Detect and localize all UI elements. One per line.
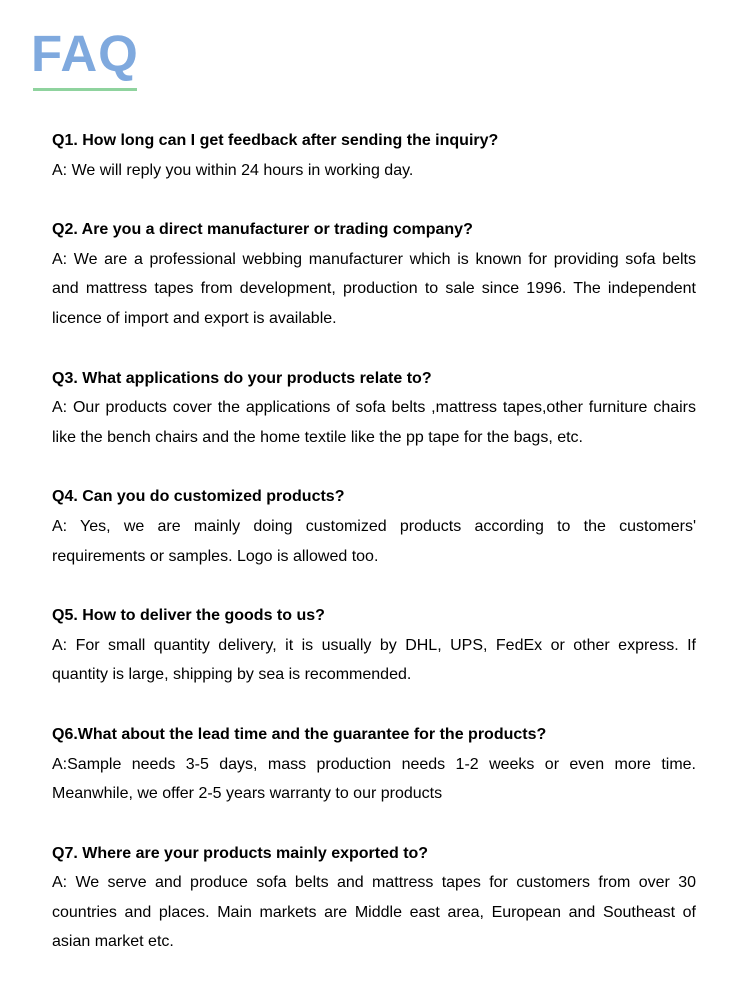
faq-item-4 — [52, 482, 696, 571]
page-title: FAQ — [31, 25, 139, 82]
faq-question-5: Q5. How to deliver the goods to us? — [52, 607, 325, 625]
faq-item-2 — [52, 215, 696, 333]
faq-question-1: Q1. How long can I get feedback after sending the inquiry? — [52, 132, 499, 149]
faq-question-4: Q4. Can you do customized products? — [52, 488, 345, 506]
faq-item-6 — [52, 720, 696, 809]
faq-answer-3: A: Our products cover the applications of sofa belts ,mattress tapes,other furniture chairs like the bench chairs and the home textile like the pp tape for the bags, etc. — [52, 399, 696, 446]
faq-question-3: Q3. What applications do your products relate to? — [52, 369, 432, 387]
faq-question-6: Q6.What about the lead time and the guarantee for the products? — [52, 725, 547, 743]
faq-question-2: Q2. Are you a direct manufacturer or trading company? — [52, 221, 473, 239]
title-underline — [33, 88, 137, 91]
faq-answer-1: A: We will reply you within 24 hours in working day. — [52, 161, 414, 179]
faq-answer-6: A:Sample needs 3-5 days, mass production needs 1-2 weeks or even more time. Meanwhile, we offer 2-5 years warranty to our products — [52, 755, 696, 803]
faq-item-7 — [52, 839, 696, 957]
faq-answer-7: A: We serve and produce sofa belts and mattress tapes for customers from over 30 countries and places. Main markets are Middle east area, European and Southeast of asian market etc. — [52, 874, 696, 951]
faq-list — [52, 126, 696, 987]
faq-answer-5: A: For small quantity delivery, it is usually by DHL, UPS, FedEx or other express. If quantity is large, shipping by sea is recommended. — [52, 636, 696, 684]
faq-item-5 — [52, 601, 696, 690]
faq-answer-4: A: Yes, we are mainly doing customized products according to the customers' requirements or samples. Logo is allowed too. — [52, 517, 696, 565]
faq-question-7: Q7. Where are your products mainly exported to? — [52, 844, 429, 862]
faq-answer-2: A: We are a professional webbing manufacturer which is known for providing sofa belts and mattress tapes from development, production to sale since 1996. The independent licence of import and export is available. — [52, 250, 696, 327]
faq-item-1 — [52, 126, 696, 185]
faq-item-3 — [52, 364, 696, 453]
